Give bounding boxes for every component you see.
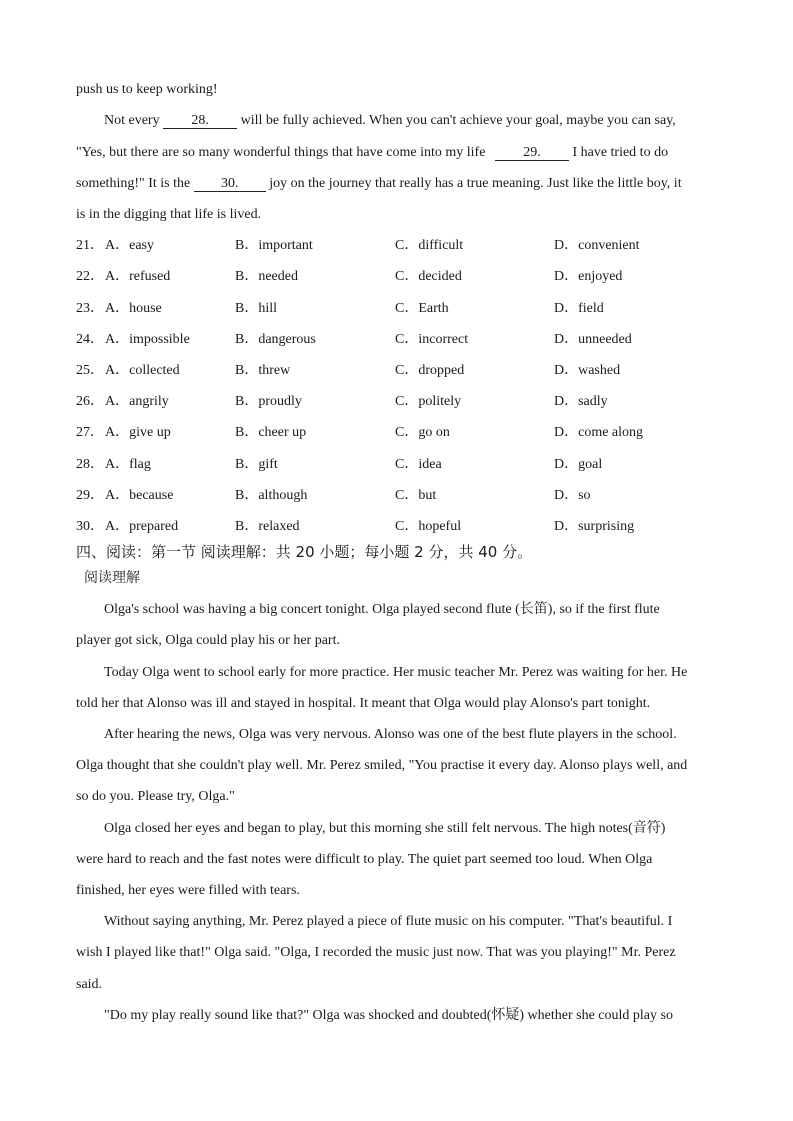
passage-line	[76, 144, 721, 162]
passage-line	[104, 112, 721, 130]
question-number: 23．	[76, 301, 104, 316]
story-text: said.	[76, 977, 103, 992]
story-line	[76, 757, 721, 775]
story-line	[104, 726, 721, 744]
question-options-row	[76, 456, 721, 474]
option-c: C．politely	[395, 394, 462, 409]
option-d: D．come along	[554, 425, 644, 440]
question-options-row	[76, 331, 721, 349]
passage-text: something!" It is the	[76, 176, 191, 191]
option-a: A．prepared	[105, 519, 179, 534]
option-b: B．important	[235, 238, 313, 253]
passage-line	[76, 175, 721, 193]
question-options-row	[76, 393, 721, 411]
section-heading-text: 四、阅读：第一节 阅读理解：共 20 小题；每小题 2 分，共 40 分。	[76, 543, 533, 561]
subheading-text: 阅读理解	[84, 570, 140, 586]
story-line	[76, 882, 721, 900]
story-text: so do you. Please try, Olga."	[76, 789, 235, 804]
section-heading	[76, 543, 721, 561]
story-line	[76, 695, 721, 713]
story-line	[76, 632, 721, 650]
story-line	[104, 664, 721, 682]
question-number: 28．	[76, 457, 104, 472]
story-text: Olga thought that she couldn't play well. Mr. Perez smiled, "You practise it every day. Alonso plays well, and	[76, 758, 688, 773]
story-line	[76, 788, 721, 806]
option-b: B．needed	[235, 269, 298, 284]
story-text: Today Olga went to school early for more practice. Her music teacher Mr. Perez was waiting for her. He	[104, 665, 688, 680]
answer-blank-30	[194, 176, 266, 192]
question-options-row	[76, 362, 721, 380]
option-c: C．incorrect	[395, 332, 469, 347]
story-text: Without saying anything, Mr. Perez played a piece of flute music on his computer. "That's beautiful. I	[104, 914, 673, 929]
option-d: D．washed	[554, 363, 621, 378]
story-text: told her that Alonso was ill and stayed in hospital. It meant that Olga would play Alonso's part tonight.	[76, 696, 651, 711]
question-options-row	[76, 518, 721, 536]
option-c: C．difficult	[395, 238, 464, 253]
option-b: B．although	[235, 488, 308, 503]
option-b: B．threw	[235, 363, 291, 378]
option-a: A．refused	[105, 269, 171, 284]
story-line	[76, 851, 721, 869]
question-options-row	[76, 237, 721, 255]
question-number: 26．	[76, 394, 104, 409]
option-c: C．idea	[395, 457, 442, 472]
option-c: C．Earth	[395, 301, 449, 316]
question-number: 25．	[76, 363, 104, 378]
passage-text: Not every	[104, 113, 160, 128]
story-line	[104, 820, 721, 838]
question-options-row	[76, 424, 721, 442]
option-b: B．relaxed	[235, 519, 300, 534]
option-d: D．so	[554, 488, 591, 503]
story-text: player got sick, Olga could play his or her part.	[76, 633, 340, 648]
story-line	[104, 601, 721, 619]
question-number: 30．	[76, 519, 104, 534]
story-text: were hard to reach and the fast notes were difficult to play. The quiet part seemed too loud. When Olga	[76, 852, 653, 867]
story-line	[76, 976, 721, 994]
option-b: B．gift	[235, 457, 278, 472]
option-a: A．easy	[105, 238, 154, 253]
option-d: D．sadly	[554, 394, 608, 409]
passage-text: I have tried to do	[572, 145, 669, 160]
story-text: wish I played like that!" Olga said. "Olga, I recorded the music just now. That was you playing!" Mr. Perez	[76, 945, 676, 960]
option-c: C．go on	[395, 425, 450, 440]
option-c: C．but	[395, 488, 437, 503]
blank-number: 28.	[191, 113, 209, 128]
option-b: B．cheer up	[235, 425, 307, 440]
option-a: A．give up	[105, 425, 171, 440]
blank-number: 29.	[523, 145, 541, 160]
question-number: 21．	[76, 238, 104, 253]
passage-text: joy on the journey that really has a true meaning. Just like the little boy, it	[269, 176, 682, 191]
option-c: C．decided	[395, 269, 462, 284]
answer-blank-29	[495, 145, 569, 161]
option-d: D．goal	[554, 457, 603, 472]
passage-text: "Yes, but there are so many wonderful things that have come into my life	[76, 145, 486, 160]
story-text: "Do my play really sound like that?" Olga was shocked and doubted(怀疑) whether she could play so	[104, 1008, 673, 1023]
option-a: A．because	[105, 488, 174, 503]
question-number: 29．	[76, 488, 104, 503]
option-a: A．house	[105, 301, 162, 316]
option-d: D．convenient	[554, 238, 640, 253]
question-number: 24．	[76, 332, 104, 347]
story-text: Olga closed her eyes and began to play, but this morning she still felt nervous. The high notes(音符)	[104, 821, 666, 836]
story-text: After hearing the news, Olga was very nervous. Alonso was one of the best flute players in the school.	[104, 727, 677, 742]
option-b: B．dangerous	[235, 332, 316, 347]
passage-line	[76, 81, 721, 99]
option-a: A．collected	[105, 363, 180, 378]
question-number: 27．	[76, 425, 104, 440]
question-options-row	[76, 300, 721, 318]
option-c: C．dropped	[395, 363, 465, 378]
option-d: D．field	[554, 301, 604, 316]
blank-number: 30.	[220, 176, 239, 191]
story-text: finished, her eyes were filled with tears.	[76, 883, 300, 898]
option-d: D．unneeded	[554, 332, 632, 347]
option-b: B．proudly	[235, 394, 302, 409]
question-options-row	[76, 268, 721, 286]
option-a: A．angrily	[105, 394, 169, 409]
story-line	[76, 944, 721, 962]
passage-text: push us to keep working!	[76, 82, 218, 97]
option-a: A．impossible	[105, 332, 190, 347]
option-d: D．surprising	[554, 519, 635, 534]
option-a: A．flag	[105, 457, 151, 472]
story-text: Olga's school was having a big concert tonight. Olga played second flute (长笛), so if the first flute	[104, 602, 660, 617]
subheading	[84, 569, 729, 587]
question-number: 22．	[76, 269, 104, 284]
answer-blank-28	[163, 113, 237, 129]
story-line	[104, 913, 721, 931]
story-line	[104, 1007, 721, 1025]
passage-line	[76, 206, 721, 224]
option-c: C．hopeful	[395, 519, 462, 534]
option-b: B．hill	[235, 301, 278, 316]
passage-text: is in the digging that life is lived.	[76, 207, 262, 222]
passage-text: will be fully achieved. When you can't achieve your goal, maybe you can say,	[240, 113, 676, 128]
option-d: D．enjoyed	[554, 269, 623, 284]
question-options-row	[76, 487, 721, 505]
